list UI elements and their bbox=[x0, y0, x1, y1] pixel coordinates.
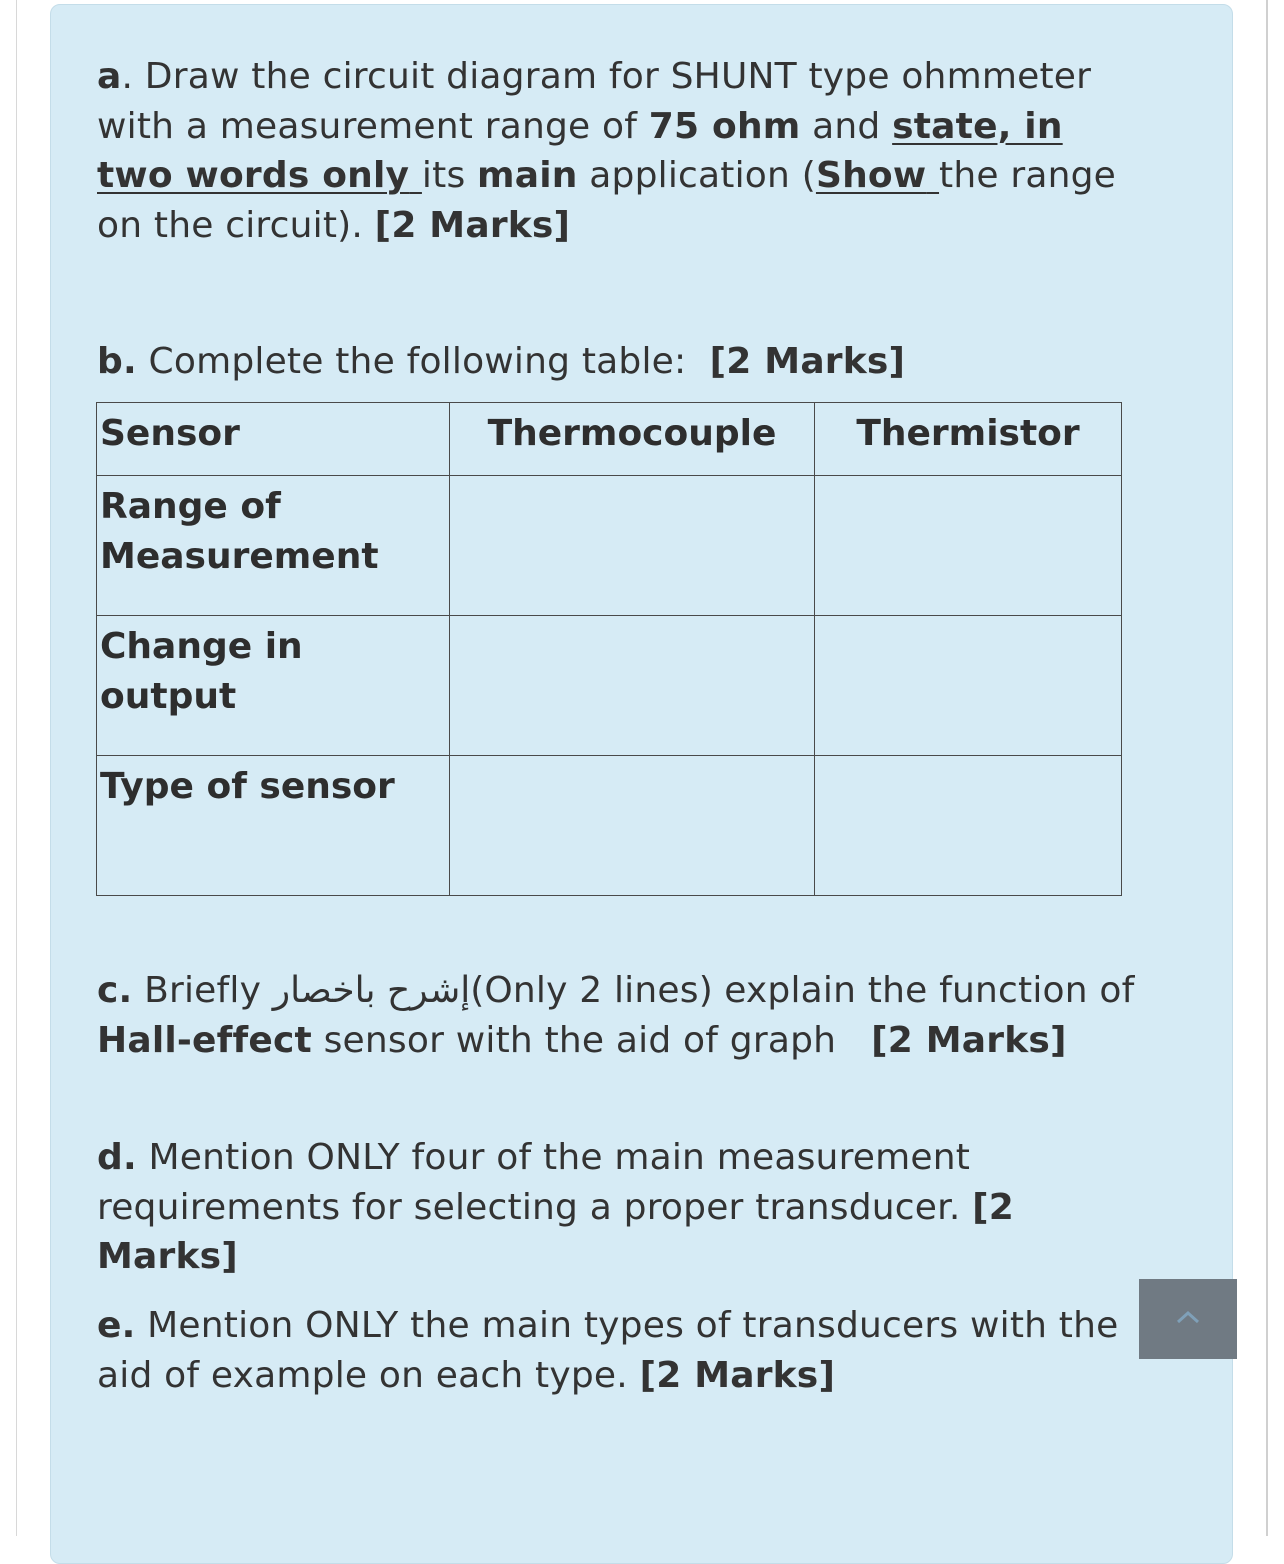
part-a-marks: [2 Marks] bbox=[374, 204, 571, 246]
part-a-text-1: . Draw the circuit diagram for SHUNT type ohmmeter with a measurement range of bbox=[97, 56, 1092, 147]
question-part-b bbox=[97, 337, 1137, 387]
table-header-row bbox=[97, 403, 1122, 476]
question-part-c bbox=[97, 966, 1137, 1065]
header-thermistor: Thermistor bbox=[815, 403, 1122, 476]
part-d-marks: [2 Marks] bbox=[97, 1186, 1015, 1277]
cell-thermistor-range[interactable] bbox=[815, 476, 1122, 616]
part-a-show-space bbox=[926, 155, 939, 196]
part-a-underline-space bbox=[409, 155, 422, 196]
header-thermocouple: Thermocouple bbox=[450, 403, 815, 476]
part-b-text: Complete the following table: bbox=[136, 341, 710, 382]
part-c-letter: c. bbox=[97, 970, 133, 1011]
header-sensor: Sensor bbox=[97, 403, 450, 476]
row-label-type: Type of sensor bbox=[97, 756, 450, 896]
scroll-to-top-button[interactable] bbox=[1139, 1279, 1237, 1359]
question-part-e bbox=[97, 1301, 1137, 1400]
part-b-letter: b. bbox=[97, 341, 137, 382]
part-a-text-2: and bbox=[800, 105, 893, 147]
question-part-a bbox=[97, 52, 1137, 250]
part-d-text: Mention ONLY four of the main measurement requirements for selecting a proper transducer. bbox=[97, 1137, 973, 1228]
part-c-text-3: sensor with the aid of graph bbox=[311, 1019, 872, 1061]
cell-thermistor-type[interactable] bbox=[815, 756, 1122, 896]
row-label-range: Range of Measurement bbox=[97, 476, 450, 616]
part-a-letter: a bbox=[97, 56, 122, 97]
part-a-text-3: its bbox=[421, 155, 478, 196]
part-c-text-1: Briefly bbox=[132, 970, 273, 1011]
cell-thermocouple-change[interactable] bbox=[450, 616, 815, 756]
part-a-text-5: the range on the circuit). bbox=[97, 155, 1117, 246]
sensor-table bbox=[96, 402, 1122, 896]
part-e-letter: e. bbox=[97, 1305, 136, 1346]
part-c-arabic: إشرح باخصار bbox=[272, 970, 471, 1011]
page-edge-left bbox=[16, 0, 17, 1536]
part-c-hall-effect: Hall-effect bbox=[97, 1019, 312, 1061]
part-e-text: Mention ONLY the main types of transducers with the aid of example on each type. bbox=[97, 1305, 1119, 1396]
cell-thermocouple-type[interactable] bbox=[450, 756, 815, 896]
part-b-marks: [2 Marks] bbox=[709, 341, 906, 382]
part-a-range: 75 ohm bbox=[648, 105, 801, 147]
part-c-marks: [2 Marks] bbox=[871, 1019, 1067, 1061]
table-row bbox=[97, 616, 1122, 756]
part-d-letter: d. bbox=[97, 1137, 137, 1178]
part-a-show bbox=[816, 155, 939, 196]
chevron-up-icon bbox=[1174, 1307, 1202, 1327]
row-label-change: Change in output bbox=[97, 616, 450, 756]
part-a-show-text: Show bbox=[815, 155, 927, 196]
table-row bbox=[97, 756, 1122, 896]
question-part-d bbox=[97, 1133, 1137, 1282]
part-e-marks: [2 Marks] bbox=[639, 1354, 836, 1396]
part-a-main: main bbox=[477, 155, 578, 196]
part-a-underline-text: state, in two words only bbox=[97, 105, 1063, 196]
cell-thermistor-change[interactable] bbox=[815, 616, 1122, 756]
page-edge-right bbox=[1266, 0, 1268, 1536]
part-c-text-2: (Only 2 lines) explain the function of bbox=[470, 970, 1135, 1011]
part-a-text-4: application ( bbox=[577, 155, 816, 196]
table-row bbox=[97, 476, 1122, 616]
cell-thermocouple-range[interactable] bbox=[450, 476, 815, 616]
